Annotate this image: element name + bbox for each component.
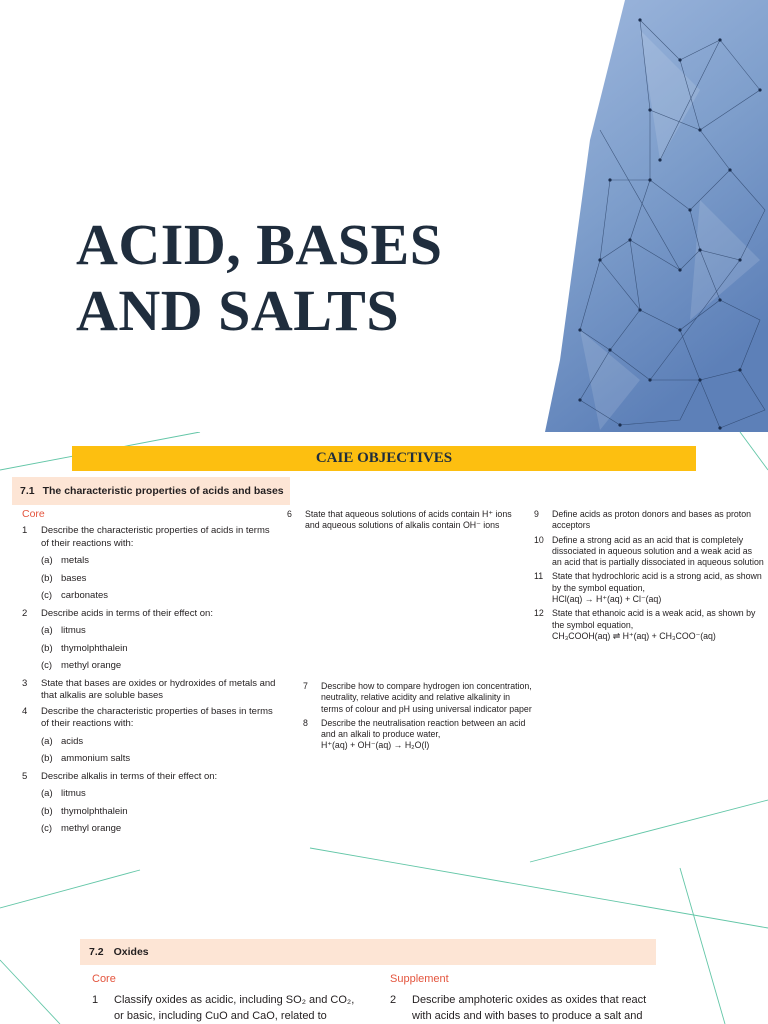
objective-item <box>287 509 515 532</box>
sub-text: thymolphthalein <box>61 642 128 654</box>
sub-text: methyl orange <box>61 660 122 671</box>
sub-letter: (c) <box>41 660 53 671</box>
objective-text: Describe the characteristic properties of acids in terms of their reactions with: <box>41 525 270 549</box>
sub-text: thymolphthalein <box>61 805 128 817</box>
objective-item <box>534 571 764 605</box>
sub-letter: (c) <box>41 823 53 834</box>
sub-item <box>41 788 277 801</box>
oxides-core-column <box>92 992 382 1024</box>
title-slide <box>0 0 768 432</box>
sub-text: acids <box>61 735 84 747</box>
objective-item <box>22 706 277 766</box>
objectives-column-1 <box>22 525 277 841</box>
sub-item <box>41 753 277 766</box>
objective-number: 1 <box>22 525 28 536</box>
symbol-equation: H⁺(aq) + OH⁻(aq) → H₂O(l) <box>321 740 430 751</box>
section-title: Oxides <box>113 946 149 958</box>
section-heading-7-1 <box>12 477 290 505</box>
objective-text-line-2: or basic, including CuO and CaO, related to <box>114 1010 327 1022</box>
objectives-column-3 <box>534 509 764 645</box>
slide-title-line-1: ACID, BASES <box>76 212 443 277</box>
objective-item <box>390 992 680 1024</box>
sub-item <box>41 806 277 819</box>
section-number: 7.1 <box>20 485 35 497</box>
sub-text: carbonates <box>61 590 109 601</box>
objective-number: 4 <box>22 705 28 717</box>
objective-text-line-1: Classify oxides as acidic, including SO₂ and CO₂, <box>114 994 355 1006</box>
objective-text-line-1: Describe amphoteric oxides as oxides that react <box>412 994 647 1006</box>
oxides-slide <box>0 882 768 1024</box>
sub-text: litmus <box>61 625 86 636</box>
objective-item <box>22 608 277 673</box>
sub-item <box>41 643 277 656</box>
sub-letter: (a) <box>41 735 53 747</box>
sub-text: bases <box>61 572 87 584</box>
objective-text: Describe the characteristic properties of bases in terms of their reactions with: <box>41 705 273 729</box>
objective-item <box>534 509 764 532</box>
sub-text: metals <box>61 555 89 566</box>
slide-title-line-2: AND SALTS <box>76 278 400 343</box>
sub-item <box>41 573 277 586</box>
objective-text: Describe alkalis in terms of their effect on: <box>41 770 218 782</box>
objective-item <box>303 718 533 752</box>
objective-number: 11 <box>534 571 544 582</box>
sub-letter: (b) <box>41 805 53 817</box>
sub-letter: (a) <box>41 788 53 799</box>
objective-item <box>92 992 382 1024</box>
objective-item <box>303 681 533 715</box>
objective-number: 2 <box>22 607 28 619</box>
objective-number: 6 <box>287 509 292 519</box>
objective-number: 9 <box>534 509 539 519</box>
objective-number: 8 <box>303 717 308 728</box>
sub-item <box>41 555 277 568</box>
core-label: Core <box>22 508 45 520</box>
section-heading-7-2 <box>80 939 656 965</box>
objective-item <box>22 525 277 603</box>
objective-text: Define acids as proton donors and bases as proton acceptors <box>552 509 752 531</box>
objective-text: Describe acids in terms of their effect on: <box>41 607 213 619</box>
sub-item <box>41 660 277 673</box>
objective-item <box>534 608 764 642</box>
sub-text: litmus <box>61 788 86 799</box>
objective-text: State that aqueous solutions of acids contain H⁺ ions and aqueous solutions of alkalis contain OH⁻ ions <box>305 509 512 531</box>
objectives-column-2-top <box>287 509 515 535</box>
objective-item <box>534 535 764 569</box>
sub-letter: (a) <box>41 625 53 636</box>
symbol-equation: CH₃COOH(aq) ⇌ H⁺(aq) + CH₃COO⁻(aq) <box>552 630 716 641</box>
objective-text-line-2: with acids and with bases to produce a salt and <box>412 1010 643 1022</box>
core-label: Core <box>92 973 116 985</box>
sub-letter: (b) <box>41 572 53 584</box>
sub-item <box>41 736 277 749</box>
objectives-banner: CAIE OBJECTIVES <box>72 446 696 471</box>
objective-text: Define a strong acid as an acid that is completely dissociated in aqueous solution and a weak acid as an acid that is partially dissociated in aqueous solution <box>552 534 764 568</box>
objective-number: 10 <box>534 534 544 545</box>
oxides-supplement-column <box>390 992 680 1024</box>
objective-number: 5 <box>22 770 28 782</box>
objective-text: State that hydrochloric acid is a strong acid, as shown by the symbol equation, <box>552 571 762 593</box>
sub-letter: (b) <box>41 642 53 654</box>
objective-number: 1 <box>92 994 99 1006</box>
objective-text: State that bases are oxides or hydroxides of metals and that alkalis are soluble bases <box>41 677 276 701</box>
slide-title <box>76 212 536 344</box>
supplement-label: Supplement <box>390 973 449 985</box>
objectives-slide <box>0 432 768 882</box>
sub-text: ammonium salts <box>61 753 131 764</box>
objective-item <box>22 678 277 703</box>
sub-item <box>41 823 277 836</box>
objective-text: State that ethanoic acid is a weak acid, as shown by the symbol equation, <box>552 608 756 630</box>
sub-text: methyl orange <box>61 823 122 834</box>
objectives-column-2-bottom <box>303 681 533 755</box>
objective-number: 3 <box>22 677 28 689</box>
sub-letter: (a) <box>41 555 53 566</box>
objective-text: Describe the neutralisation reaction between an acid and an alkali to produce water, <box>321 717 526 740</box>
symbol-equation: HCl(aq) → H⁺(aq) + Cl⁻(aq) <box>552 594 662 605</box>
section-number: 7.2 <box>89 946 104 958</box>
objective-number: 7 <box>303 681 308 691</box>
sub-letter: (c) <box>41 590 53 601</box>
objective-number: 2 <box>390 994 397 1006</box>
sub-letter: (b) <box>41 753 53 764</box>
section-title: The characteristic properties of acids and bases <box>42 485 284 497</box>
sub-item <box>41 625 277 638</box>
objective-item <box>22 771 277 836</box>
objective-number: 12 <box>534 608 544 619</box>
sub-item <box>41 590 277 603</box>
objective-text: Describe how to compare hydrogen ion concentration, neutrality, relative acidity and relative alkalinity in terms of colour and pH using universal indicator paper <box>321 681 532 714</box>
